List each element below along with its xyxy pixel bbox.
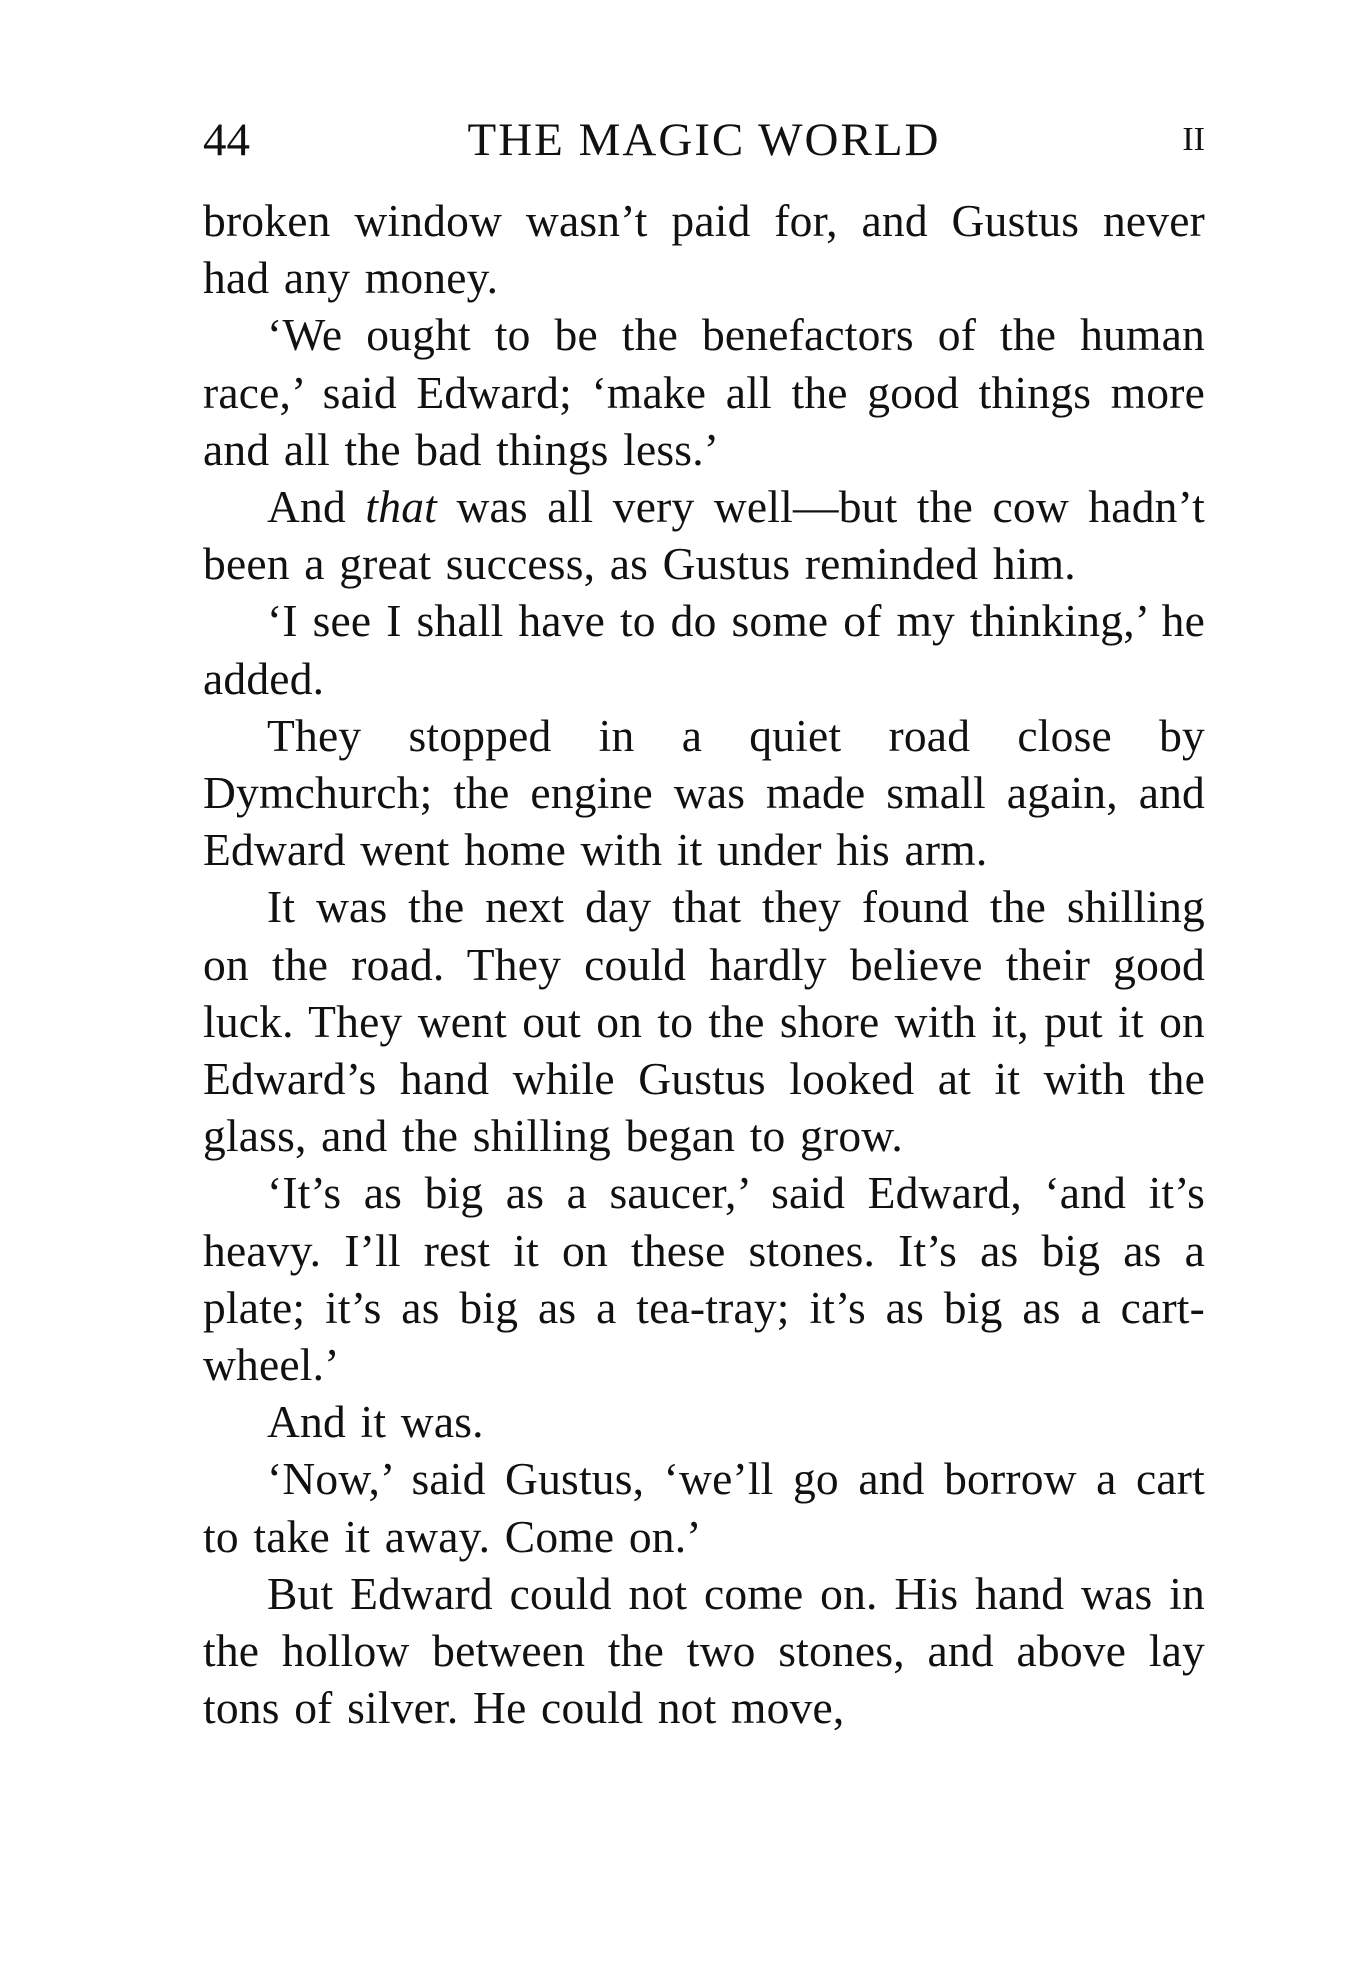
italic-emphasis: that <box>365 481 437 533</box>
paragraph: And it was. <box>267 1396 484 1448</box>
paragraph-text: And <box>267 481 366 533</box>
paragraph: ‘I see I shall have to do some of my thinking,’ he added. <box>203 595 1205 704</box>
paragraph: ‘We ought to be the benefactors of the human race,’ said Edward; ‘make all the good things more and all the bad things less.’ <box>203 309 1205 475</box>
chapter-number: II <box>1182 121 1205 158</box>
page-header <box>203 108 1205 172</box>
page-number: 44 <box>203 114 250 166</box>
body-text <box>203 192 1205 1736</box>
paragraph-text: was all very well—but the cow hadn’t been a great success, as Gustus reminded him. <box>203 481 1205 590</box>
paragraph: ‘Now,’ said Gustus, ‘we’ll go and borrow a cart to take it away. Come on.’ <box>203 1453 1205 1562</box>
paragraph: But Edward could not come on. His hand was in the hollow between the two stones, and above lay tons of silver. He could not move, <box>203 1567 1205 1734</box>
paragraph: ‘It’s as big as a saucer,’ said Edward, ‘and it’s heavy. I’ll rest it on these stones. It’s as big as a plate; it’s as big as a tea-tray; it’s as big as a cart-wheel.’ <box>203 1167 1205 1391</box>
paragraph-continued: broken window wasn’t paid for, and Gustus never had any money. <box>203 195 1205 304</box>
paragraph: It was the next day that they found the shilling on the road. They could hardly believe their good luck. They went out on to the shore with it, put it on Edward’s hand while Gustus looked at it with the glass, and the shilling began to grow. <box>203 881 1205 1162</box>
paragraph: They stopped in a quiet road close by Dymchurch; the engine was made small again, and Edward went home with it under his arm. <box>203 709 1205 876</box>
running-title: THE MAGIC WORLD <box>467 114 941 166</box>
paragraph <box>203 478 1205 592</box>
